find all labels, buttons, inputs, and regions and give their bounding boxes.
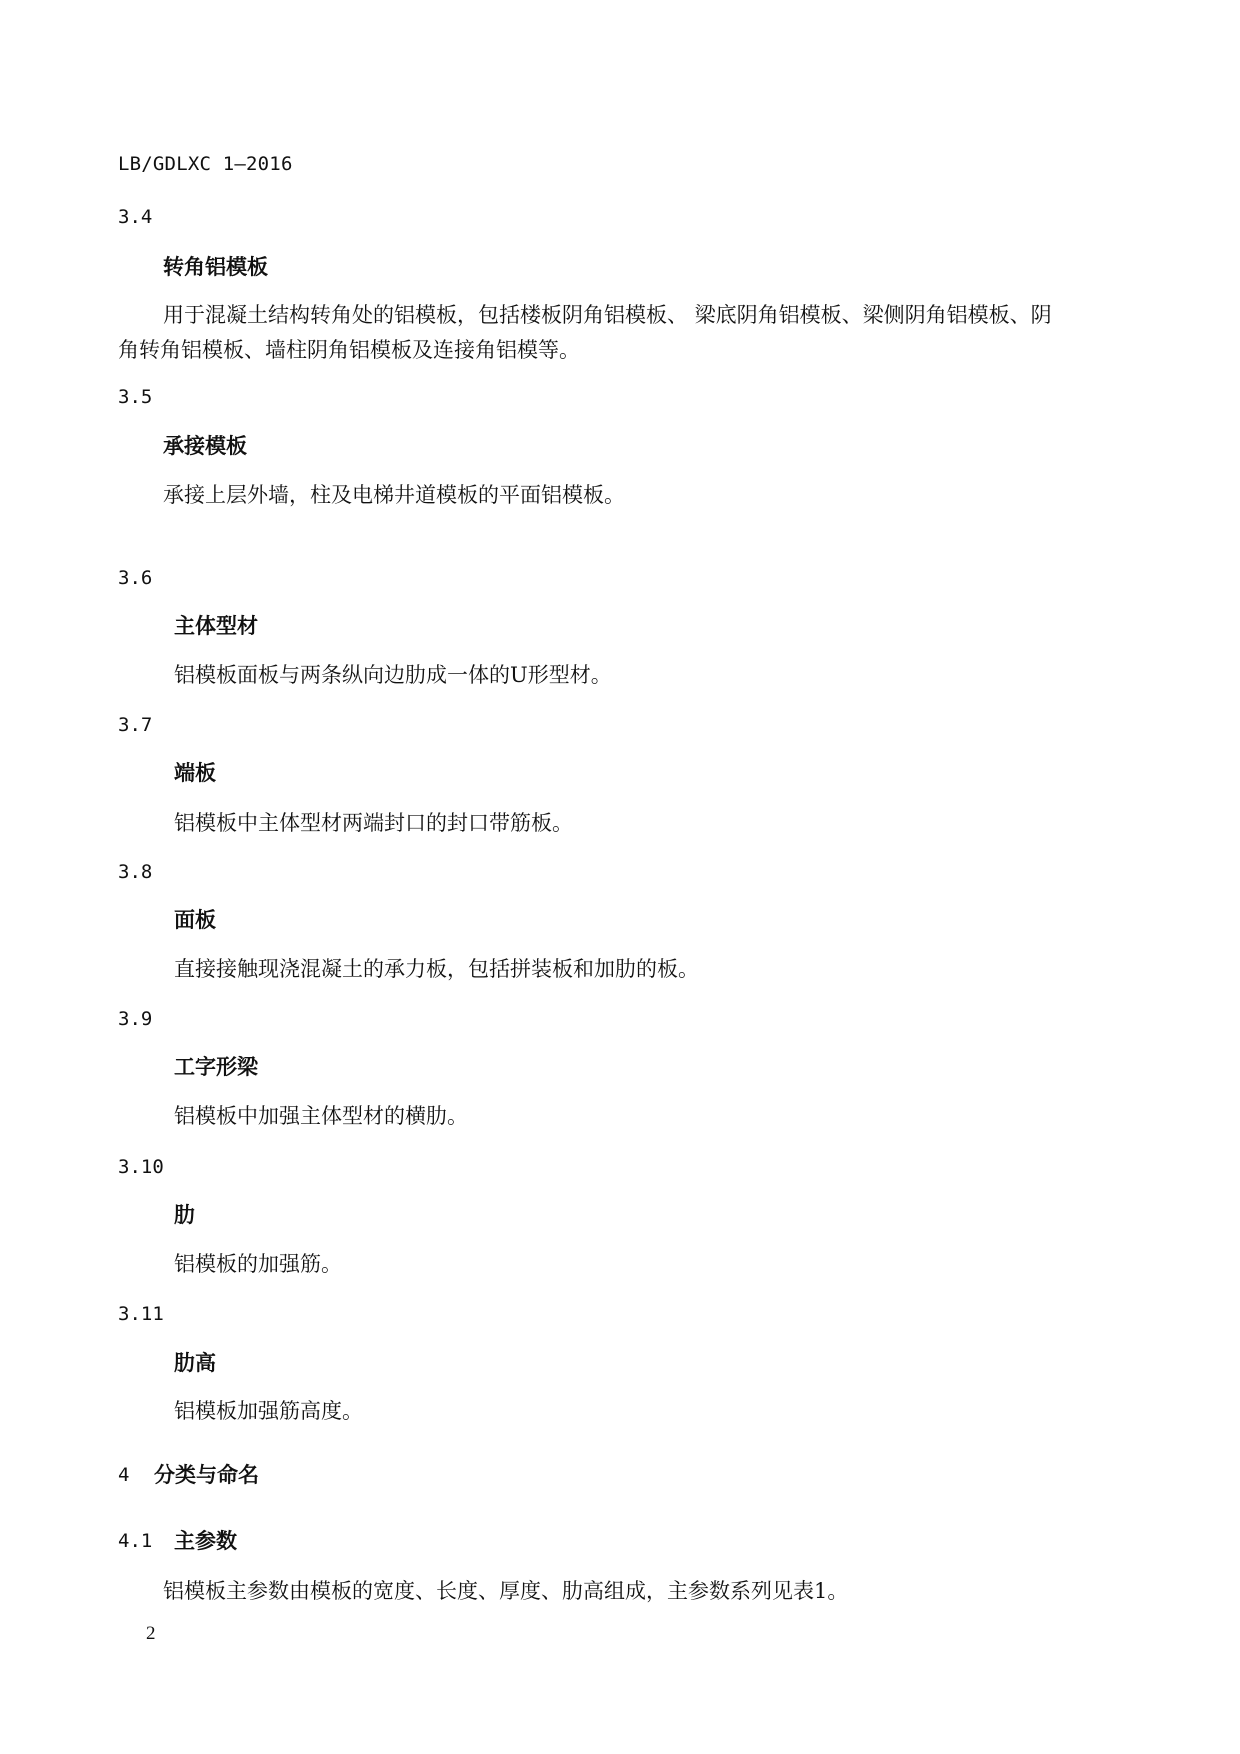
section-term: 面板 xyxy=(174,908,216,932)
section-definition-line: 用于混凝土结构转角处的铝模板，包括楼板阴角铝模板、 梁底阴角铝模板、梁侧阴角铝模板、阴 xyxy=(163,303,1052,327)
page-number: 2 xyxy=(146,1623,156,1644)
section-definition-line: 铝模板中加强主体型材的横肋。 xyxy=(174,1104,468,1128)
section-number: 3.8 xyxy=(118,861,153,883)
section-definition-line: 铝模板面板与两条纵向边肋成一体的U形型材。 xyxy=(174,663,612,687)
chapter-number: 4 xyxy=(118,1464,130,1486)
section-number: 3.9 xyxy=(118,1008,153,1030)
section-number: 3.10 xyxy=(118,1156,164,1178)
section-term: 端板 xyxy=(174,761,216,785)
clause-text: 铝模板主参数由模板的宽度、长度、厚度、肋高组成，主参数系列见表1。 xyxy=(163,1579,849,1603)
section-definition-line: 直接接触现浇混凝土的承力板，包括拼装板和加肋的板。 xyxy=(174,957,699,981)
section-definition-line: 铝模板加强筋高度。 xyxy=(174,1399,363,1423)
section-term: 主体型材 xyxy=(174,614,258,638)
section-definition-line: 承接上层外墙，柱及电梯井道模板的平面铝模板。 xyxy=(163,483,625,507)
document-code: LB/GDLXC 1—2016 xyxy=(118,153,293,175)
section-term: 转角铝模板 xyxy=(163,255,268,279)
section-term: 肋 xyxy=(174,1203,195,1227)
section-term: 承接模板 xyxy=(163,434,247,458)
section-definition-line: 铝模板的加强筋。 xyxy=(174,1252,342,1276)
chapter-title: 分类与命名 xyxy=(154,1463,259,1487)
section-number: 3.5 xyxy=(118,386,153,408)
clause-title: 主参数 xyxy=(174,1529,237,1553)
section-number: 3.11 xyxy=(118,1303,164,1325)
section-number: 3.7 xyxy=(118,714,153,736)
section-definition-line: 铝模板中主体型材两端封口的封口带筋板。 xyxy=(174,811,573,835)
section-term: 工字形梁 xyxy=(174,1055,258,1079)
section-number: 3.6 xyxy=(118,567,153,589)
section-definition-line: 角转角铝模板、墙柱阴角铝模板及连接角铝模等。 xyxy=(118,338,580,362)
clause-number: 4.1 xyxy=(118,1530,153,1552)
section-number: 3.4 xyxy=(118,206,153,228)
section-term: 肋高 xyxy=(174,1351,216,1375)
